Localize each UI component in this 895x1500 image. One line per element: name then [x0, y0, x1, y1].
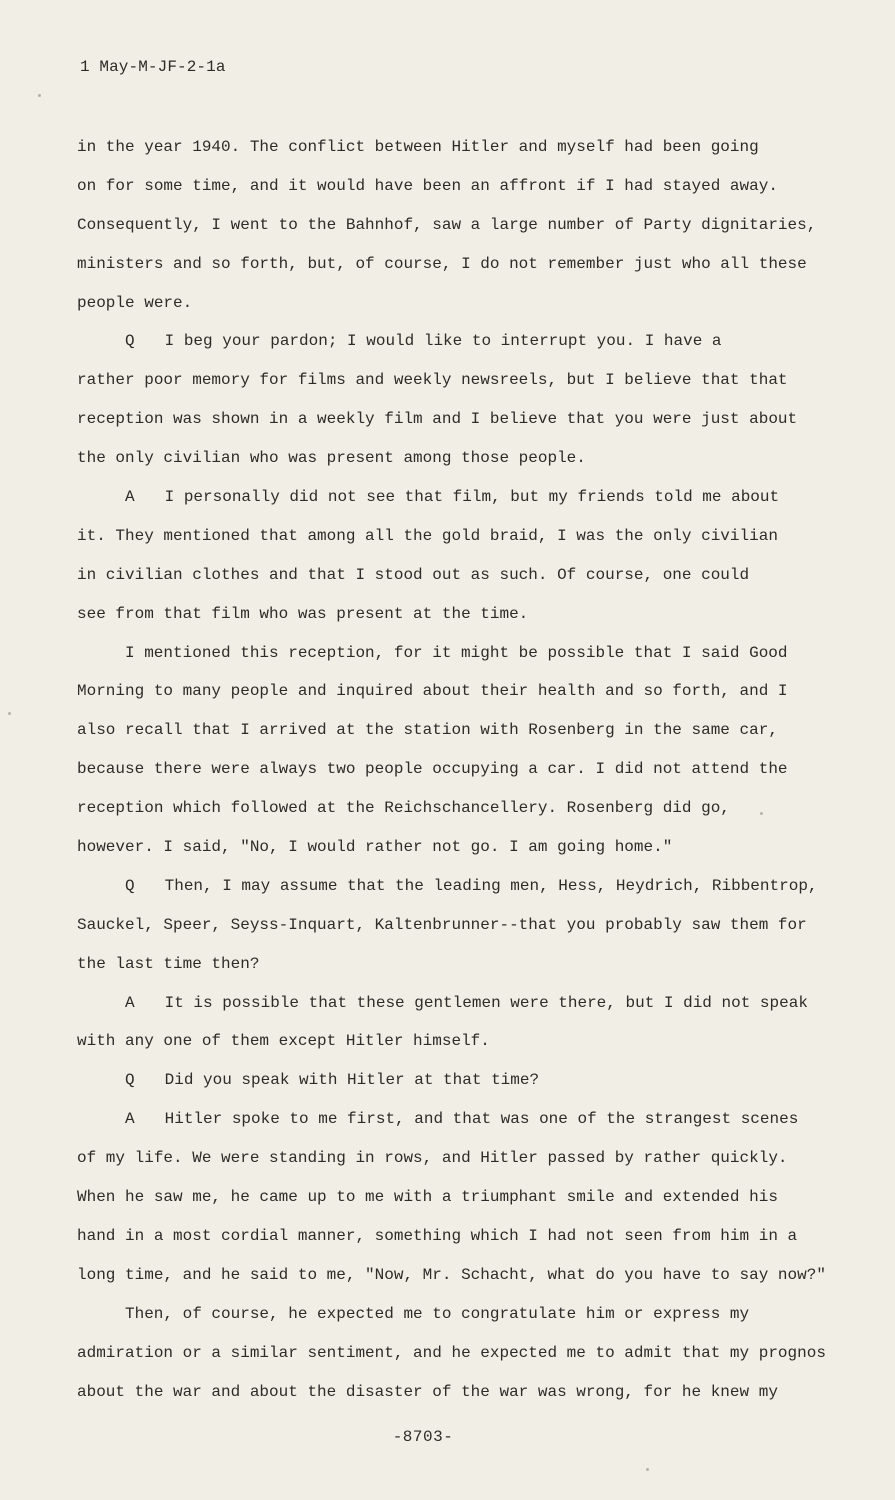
speaker-label: A	[125, 993, 135, 1012]
paper-speck	[38, 94, 41, 97]
text-line: reception which followed at the Reichschancellery. Rosenberg did go,	[77, 799, 730, 818]
text-line: with any one of them except Hitler himself.	[77, 1032, 490, 1051]
paper-speck	[760, 812, 763, 815]
text-line: about the war and about the disaster of the war was wrong, for he knew my	[77, 1382, 778, 1401]
text-line: the last time then?	[77, 954, 260, 973]
text-line: ministers and so forth, but, of course, I do not remember just who all these	[77, 254, 807, 273]
answer-paragraph	[77, 1100, 837, 1294]
text-line: When he saw me, he came up to me with a triumphant smile and extended his	[77, 1188, 778, 1207]
paragraph	[77, 128, 837, 322]
text-line: in the year 1940. The conflict between Hitler and myself had been going	[77, 138, 759, 156]
speaker-label: Q	[125, 332, 135, 351]
text-line: long time, and he said to me, "Now, Mr. Schacht, what do you have to say now?"	[77, 1265, 826, 1284]
text-line: in civilian clothes and that I stood out as such. Of course, one could	[77, 565, 750, 584]
header-code: 1 May-M-JF-2-1a	[80, 58, 226, 76]
text-line: however. I said, "No, I would rather not go. I am going home."	[77, 838, 673, 857]
transcript-body	[77, 128, 837, 1411]
text-line: Sauckel, Speer, Seyss-Inquart, Kaltenbrunner--that you probably saw them for	[77, 915, 807, 934]
text-line: the only civilian who was present among those people.	[77, 449, 586, 468]
text-line: Q Did you speak with Hitler at that time?	[125, 1071, 540, 1090]
speaker-label: Q	[125, 1071, 135, 1090]
question-paragraph	[77, 1061, 837, 1100]
text-line: I mentioned this reception, for it might be possible that I said Good	[125, 643, 788, 662]
page-number: -8703-	[392, 1428, 454, 1446]
text-line: A Hitler spoke to me first, and that was one of the strangest scenes	[125, 1110, 799, 1129]
text-line: Morning to many people and inquired about their health and so forth, and I	[77, 682, 788, 701]
paragraph	[77, 1295, 837, 1412]
text-line: people were.	[77, 293, 193, 312]
speaker-label: A	[125, 488, 135, 507]
text-line: Q Then, I may assume that the leading men, Hess, Heydrich, Ribbentrop,	[125, 876, 818, 895]
text-line: rather poor memory for films and weekly newsreels, but I believe that that	[77, 371, 788, 390]
text-line: hand in a most cordial manner, something which I had not seen from him in a	[77, 1226, 798, 1245]
text-line: reception was shown in a weekly film and I believe that you were just about	[77, 410, 798, 429]
speaker-label: Q	[125, 876, 135, 895]
answer-paragraph	[77, 478, 837, 634]
text-line: Consequently, I went to the Bahnhof, saw a large number of Party dignitaries,	[77, 215, 817, 234]
text-line: because there were always two people occupying a car. I did not attend the	[77, 760, 788, 779]
text-line: Then, of course, he expected me to congratulate him or express my	[125, 1304, 750, 1323]
text-line: Q I beg your pardon; I would like to interrupt you. I have a	[125, 332, 722, 351]
question-paragraph	[77, 867, 837, 984]
paragraph	[77, 634, 837, 867]
paper-speck	[646, 1468, 649, 1471]
text-line: see from that film who was present at the time.	[77, 604, 529, 623]
text-line: A I personally did not see that film, but my friends told me about	[125, 488, 780, 507]
paper-speck	[8, 712, 11, 715]
text-line: of my life. We were standing in rows, and Hitler passed by rather quickly.	[77, 1149, 788, 1168]
speaker-label: A	[125, 1110, 135, 1129]
text-line: A It is possible that these gentlemen were there, but I did not speak	[125, 993, 808, 1012]
answer-paragraph	[77, 984, 837, 1062]
text-line: on for some time, and it would have been an affront if I had stayed away.	[77, 176, 778, 195]
text-line: admiration or a similar sentiment, and he expected me to admit that my prognos	[77, 1343, 826, 1362]
question-paragraph	[77, 322, 837, 478]
text-line: also recall that I arrived at the station with Rosenberg in the same car,	[77, 721, 778, 740]
text-line: it. They mentioned that among all the gold braid, I was the only civilian	[77, 526, 778, 545]
